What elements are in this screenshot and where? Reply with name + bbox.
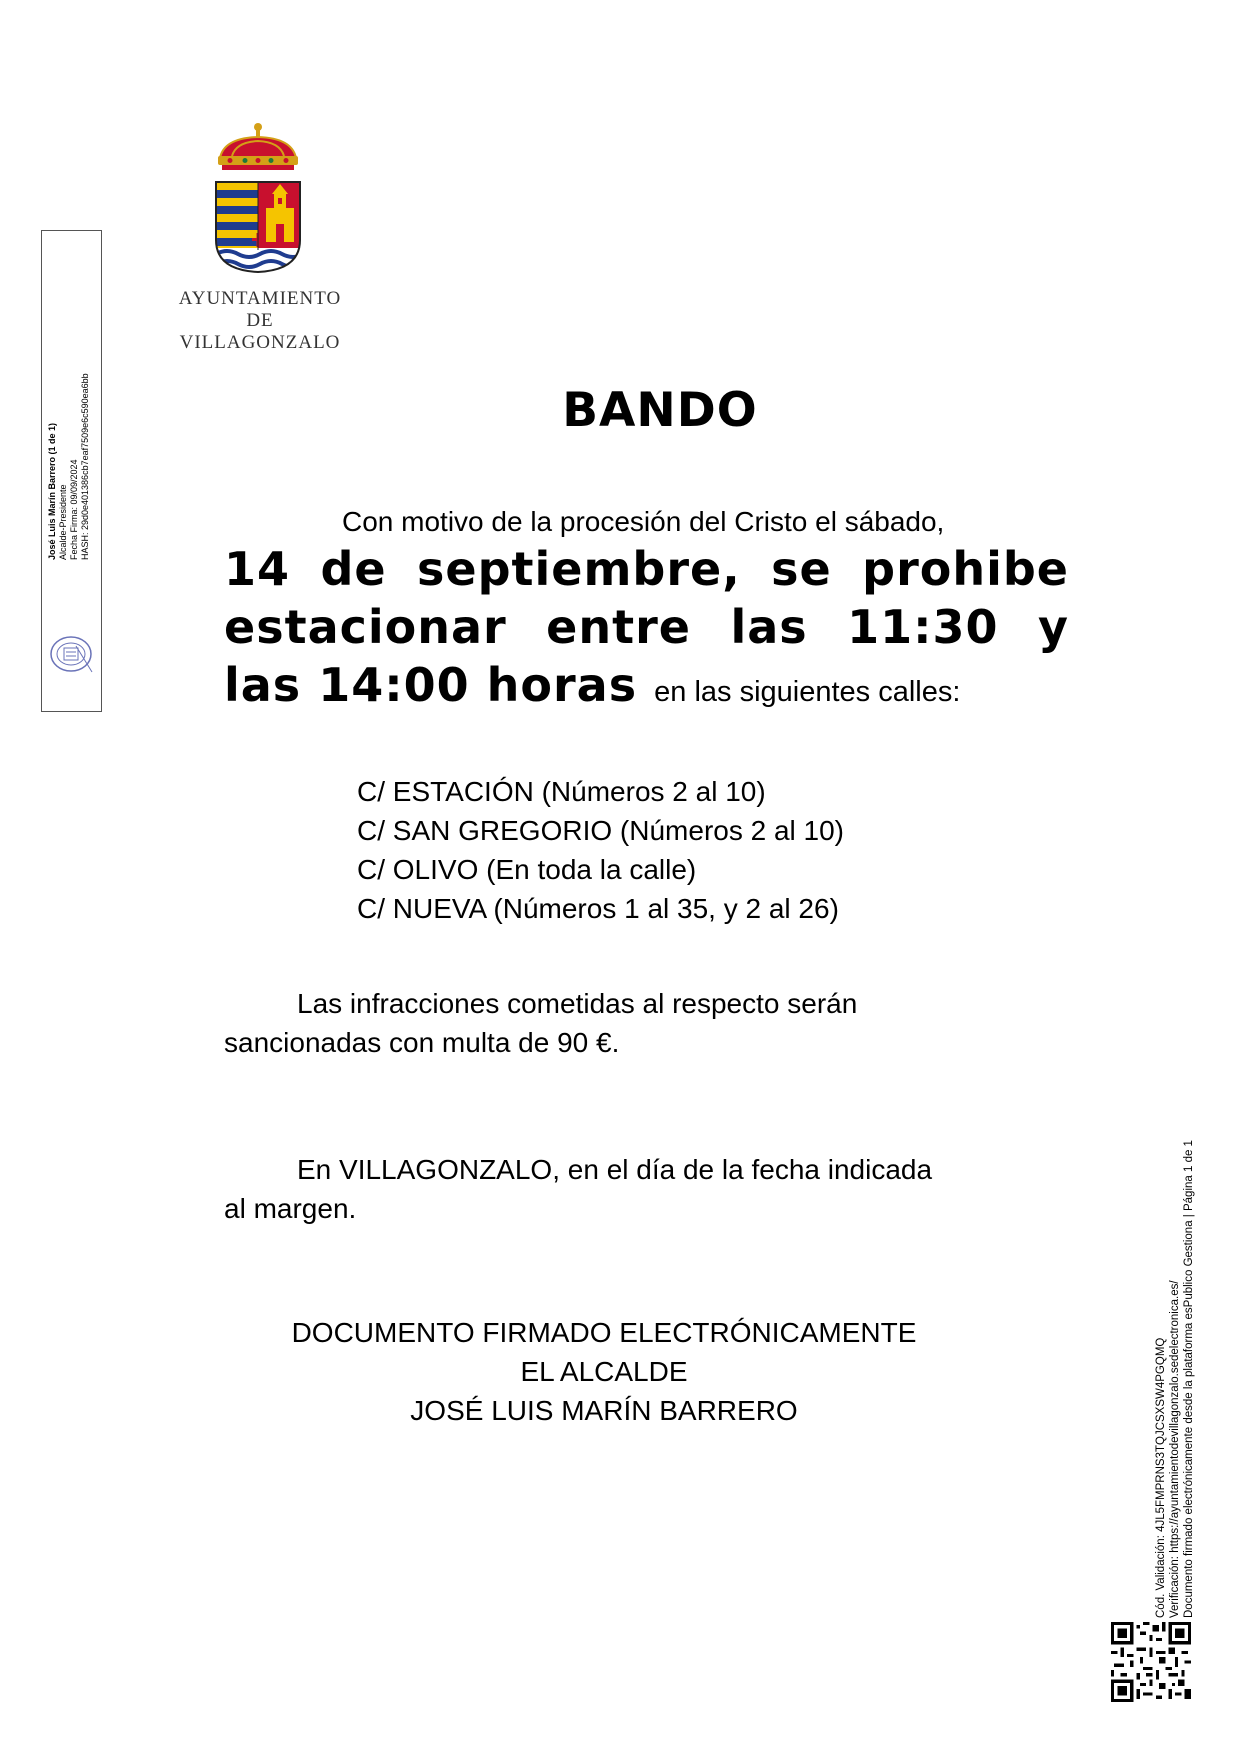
list-item: C/ SAN GREGORIO (Números 2 al 10) xyxy=(357,815,845,846)
signature-block xyxy=(224,1313,984,1430)
validation-note: Documento firmado electrónicamente desde la plataforma esPublico Gestiona | Página 1 de 1 xyxy=(1183,1140,1195,1618)
municipality-name xyxy=(150,288,370,354)
validation-strip xyxy=(1154,1078,1196,1618)
emphasis-line-3 xyxy=(224,656,960,721)
signature-line-3: JOSÉ LUIS MARÍN BARRERO xyxy=(410,1395,798,1426)
emphasis-tail: en las siguientes calles: xyxy=(654,676,961,708)
org-line-3: VILLAGONZALO xyxy=(179,332,341,353)
emphasis-line-1: 14 de septiembre, se prohibe xyxy=(224,542,1069,596)
signer-role: Alcalde-Presidente xyxy=(58,484,68,560)
signature-hash: HASH: 29d0e401386cb7eaf7509e6c590ea6bb xyxy=(80,373,90,560)
intro-text: Con motivo de la procesión del Cristo el sábado, xyxy=(342,506,945,537)
signature-line-1: DOCUMENTO FIRMADO ELECTRÓNICAMENTE xyxy=(291,1317,917,1348)
signer-name: José Luis Marín Barrero (1 de 1) xyxy=(47,422,57,560)
place-line-1: En VILLAGONZALO, en el día de la fecha indicada xyxy=(297,1154,933,1185)
emphasis-hours: las 14:00 horas xyxy=(224,658,638,712)
page-title: BANDO xyxy=(562,383,758,438)
fine-line-1: Las infracciones cometidas al respecto serán xyxy=(297,988,858,1019)
org-line-2: DE xyxy=(246,310,274,331)
list-item: C/ ESTACIÓN (Números 2 al 10) xyxy=(357,776,766,807)
emphasis-line-2: estacionar entre las 11:30 y xyxy=(224,600,1069,654)
org-line-1: AYUNTAMIENTO xyxy=(178,288,342,309)
list-item: C/ NUEVA (Números 1 al 35, y 2 al 26) xyxy=(357,893,839,924)
signature-date: Fecha Firma: 09/09/2024 xyxy=(69,459,79,560)
list-item: C/ OLIVO (En toda la calle) xyxy=(357,854,697,885)
official-seal-icon xyxy=(48,632,94,676)
qr-code-icon xyxy=(1111,1622,1191,1702)
fine-line-2: sancionadas con multa de 90 €. xyxy=(224,1027,620,1058)
signature-strip-text xyxy=(47,320,91,560)
place-line-2: al margen. xyxy=(224,1193,357,1224)
signature-line-2: EL ALCALDE xyxy=(520,1356,688,1387)
coat-of-arms-icon xyxy=(212,120,304,276)
street-list xyxy=(357,772,844,928)
validation-url: Verificación: https://ayuntamientodevillagonzalo.sedelectronica.es/ xyxy=(1169,1280,1181,1618)
validation-code: Cód. Validación: 4JL5FMPRNS3TQJCSXSW4PGQMQ xyxy=(1155,1337,1167,1618)
